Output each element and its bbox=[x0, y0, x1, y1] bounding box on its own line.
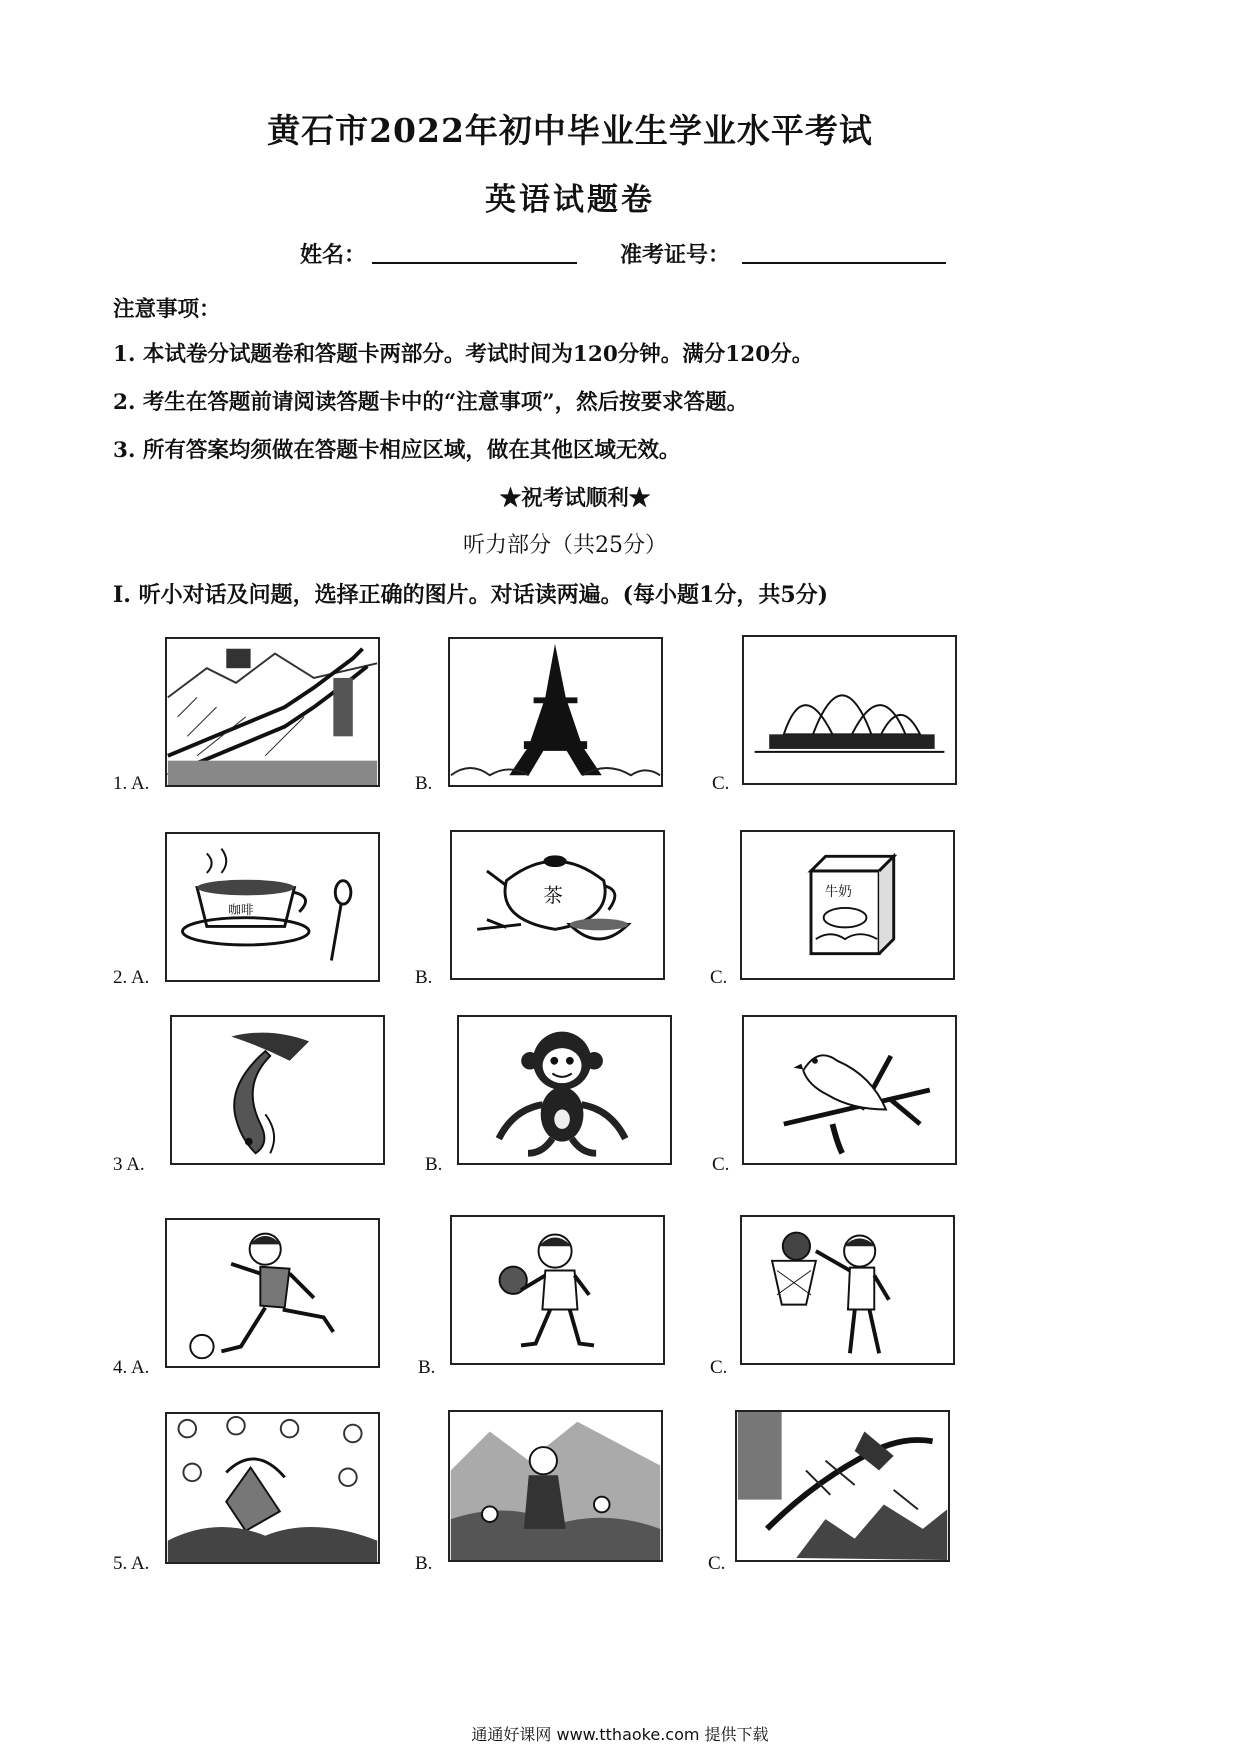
question-2-label: 2. A. bbox=[113, 967, 150, 988]
fish-picture[interactable] bbox=[170, 1015, 385, 1165]
coffee-cup-picture[interactable] bbox=[165, 832, 380, 982]
boy-volleyball-picture[interactable] bbox=[450, 1215, 665, 1365]
great-wall-picture[interactable] bbox=[165, 637, 380, 787]
bird-picture[interactable] bbox=[742, 1015, 957, 1165]
question-1-label: 1. A. bbox=[113, 773, 150, 794]
question-5-option-b: B. bbox=[415, 1553, 433, 1574]
question-3-option-c: C. bbox=[712, 1154, 730, 1175]
milk-carton-text: 牛奶 bbox=[824, 884, 852, 901]
teapot-text: 茶 bbox=[543, 884, 563, 908]
coffee-cup-text: 咖啡 bbox=[228, 901, 254, 917]
note-item-2: 2. 考生在答题前请阅读答题卡中的“注意事项”，然后按要求答题。 bbox=[113, 390, 749, 415]
exam-id-field[interactable] bbox=[742, 262, 946, 264]
monkey-picture[interactable] bbox=[457, 1015, 672, 1165]
exam-subtitle: 英语试题卷 bbox=[485, 182, 655, 218]
sydney-opera-house-picture[interactable] bbox=[742, 635, 957, 785]
good-luck-line: ★祝考试顺利★ bbox=[499, 486, 651, 511]
exam-title: 黄石市2022年初中毕业生学业水平考试 bbox=[267, 111, 873, 150]
legend-archer-picture[interactable] bbox=[165, 1412, 380, 1564]
teapot-picture[interactable] bbox=[450, 830, 665, 980]
footer-source: 通通好课网 www.tthaoke.com 提供下载 bbox=[471, 1725, 769, 1744]
question-5-option-c: C. bbox=[708, 1553, 726, 1574]
eiffel-tower-picture[interactable] bbox=[448, 637, 663, 787]
name-label: 姓名： bbox=[300, 242, 367, 268]
question-4-label: 4. A. bbox=[113, 1357, 150, 1378]
question-4-option-c: C. bbox=[710, 1357, 728, 1378]
boy-basketball-picture[interactable] bbox=[740, 1215, 955, 1365]
question-2-option-c: C. bbox=[710, 967, 728, 988]
question-1-option-b: B. bbox=[415, 773, 433, 794]
question-2-option-b: B. bbox=[415, 967, 433, 988]
note-item-3: 3. 所有答案均须做在答题卡相应区域，做在其他区域无效。 bbox=[113, 438, 681, 463]
note-item-1: 1. 本试卷分试题卷和答题卡两部分。考试时间为120分钟。满分120分。 bbox=[113, 342, 814, 367]
question-4-option-b: B. bbox=[418, 1357, 436, 1378]
legend-old-man-moving-mountain-picture[interactable] bbox=[448, 1410, 663, 1562]
boy-soccer-picture[interactable] bbox=[165, 1218, 380, 1368]
name-field[interactable] bbox=[372, 262, 577, 264]
question-3-option-b: B. bbox=[425, 1154, 443, 1175]
listening-part-title: 听力部分（共25分） bbox=[463, 533, 667, 558]
section-one-instruction: Ⅰ. 听小对话及问题，选择正确的图片。对话读两遍。(每小题1分，共5分) bbox=[113, 582, 829, 608]
question-5-label: 5. A. bbox=[113, 1553, 150, 1574]
question-1-option-c: C. bbox=[712, 773, 730, 794]
question-3-label: 3 A. bbox=[113, 1154, 145, 1175]
legend-flood-picture[interactable] bbox=[735, 1410, 950, 1562]
milk-carton-picture[interactable] bbox=[740, 830, 955, 980]
exam-id-label: 准考证号： bbox=[620, 242, 731, 268]
notes-heading: 注意事项： bbox=[113, 297, 221, 322]
